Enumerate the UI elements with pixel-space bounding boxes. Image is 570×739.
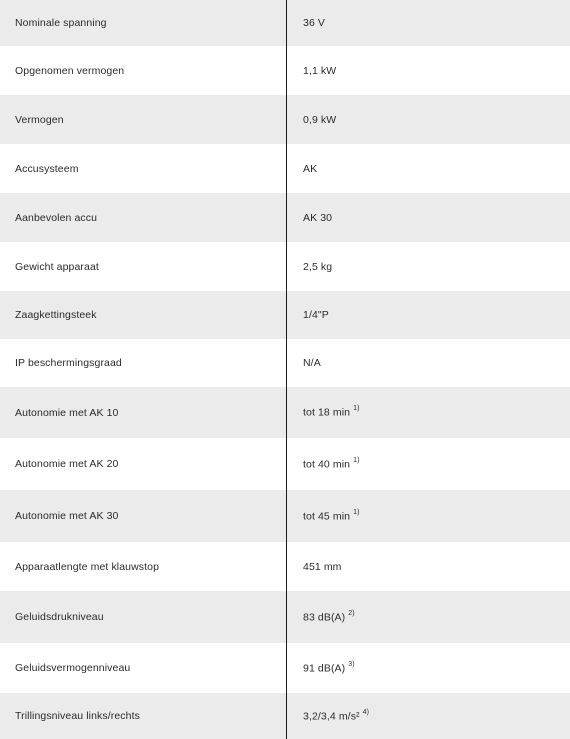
spec-value-text: AK 30 <box>303 211 333 224</box>
table-row <box>0 95 570 144</box>
spec-value-text: AK <box>303 162 318 175</box>
spec-label: Nominale spanning <box>15 17 107 29</box>
spec-value-text: 3,2/3,4 m/s² <box>303 710 360 723</box>
spec-label: Accusysteem <box>15 162 79 175</box>
spec-label: Apparaatlengte met klauwstop <box>15 560 160 573</box>
table-row <box>0 46 570 95</box>
spec-value <box>287 212 570 224</box>
spec-value <box>287 458 570 471</box>
spec-label: Autonomie met AK 20 <box>15 458 119 470</box>
spec-value-text: 83 dB(A) <box>303 611 346 624</box>
table-row <box>0 591 570 643</box>
table-row <box>0 387 570 438</box>
spec-value-text: 91 dB(A) <box>303 662 346 675</box>
spec-label: Vermogen <box>15 113 64 126</box>
footnote-marker: 1) <box>353 508 360 516</box>
spec-value <box>287 561 570 573</box>
spec-label: Gewicht apparaat <box>15 260 99 273</box>
spec-value-text: tot 45 min <box>303 510 351 523</box>
table-row <box>0 643 570 693</box>
spec-value <box>287 65 570 77</box>
table-row <box>0 438 570 490</box>
spec-label: Geluidsvermogenniveau <box>15 662 131 674</box>
spec-label: Trillingsniveau links/rechts <box>15 710 140 722</box>
table-row <box>0 242 570 291</box>
table-row <box>0 144 570 193</box>
table-row <box>0 291 570 339</box>
spec-value <box>287 710 570 723</box>
spec-value <box>287 611 570 624</box>
spec-value-text: tot 18 min <box>303 406 351 419</box>
column-divider <box>286 0 287 739</box>
footnote-marker: 3) <box>348 660 355 668</box>
spec-label: Zaagkettingsteek <box>15 309 97 321</box>
spec-label: Autonomie met AK 30 <box>15 510 119 522</box>
spec-value-text: tot 40 min <box>303 458 351 471</box>
spec-value <box>287 510 570 523</box>
spec-value <box>287 163 570 175</box>
spec-label: IP beschermingsgraad <box>15 357 122 369</box>
table-row <box>0 339 570 387</box>
spec-value <box>287 662 570 675</box>
footnote-marker: 4) <box>362 708 370 716</box>
spec-value-text: 2,5 kg <box>303 260 333 273</box>
spec-value-text: N/A <box>303 357 321 369</box>
spec-label: Geluidsdrukniveau <box>15 611 104 623</box>
table-row <box>0 542 570 591</box>
spec-value-text: 36 V <box>303 17 325 29</box>
spec-value-text: 451 mm <box>303 560 342 573</box>
spec-value <box>287 114 570 126</box>
footnote-marker: 1) <box>353 456 360 464</box>
table-row <box>0 693 570 739</box>
footnote-marker: 2) <box>348 609 355 617</box>
table-row <box>0 0 570 46</box>
spec-value <box>287 309 570 321</box>
spec-value-text: 0,9 kW <box>303 113 337 126</box>
spec-value <box>287 17 570 29</box>
spec-label: Autonomie met AK 10 <box>15 406 119 419</box>
spec-value-text: 1,1 kW <box>303 64 337 77</box>
spec-value <box>287 406 570 419</box>
footnote-marker: 1) <box>353 405 360 413</box>
table-row <box>0 193 570 242</box>
table-row <box>0 490 570 542</box>
spec-value <box>287 261 570 273</box>
spec-value-text: 1/4"P <box>303 309 329 321</box>
spec-label: Aanbevolen accu <box>15 211 98 224</box>
spec-value <box>287 357 570 369</box>
spec-label: Opgenomen vermogen <box>15 64 125 77</box>
